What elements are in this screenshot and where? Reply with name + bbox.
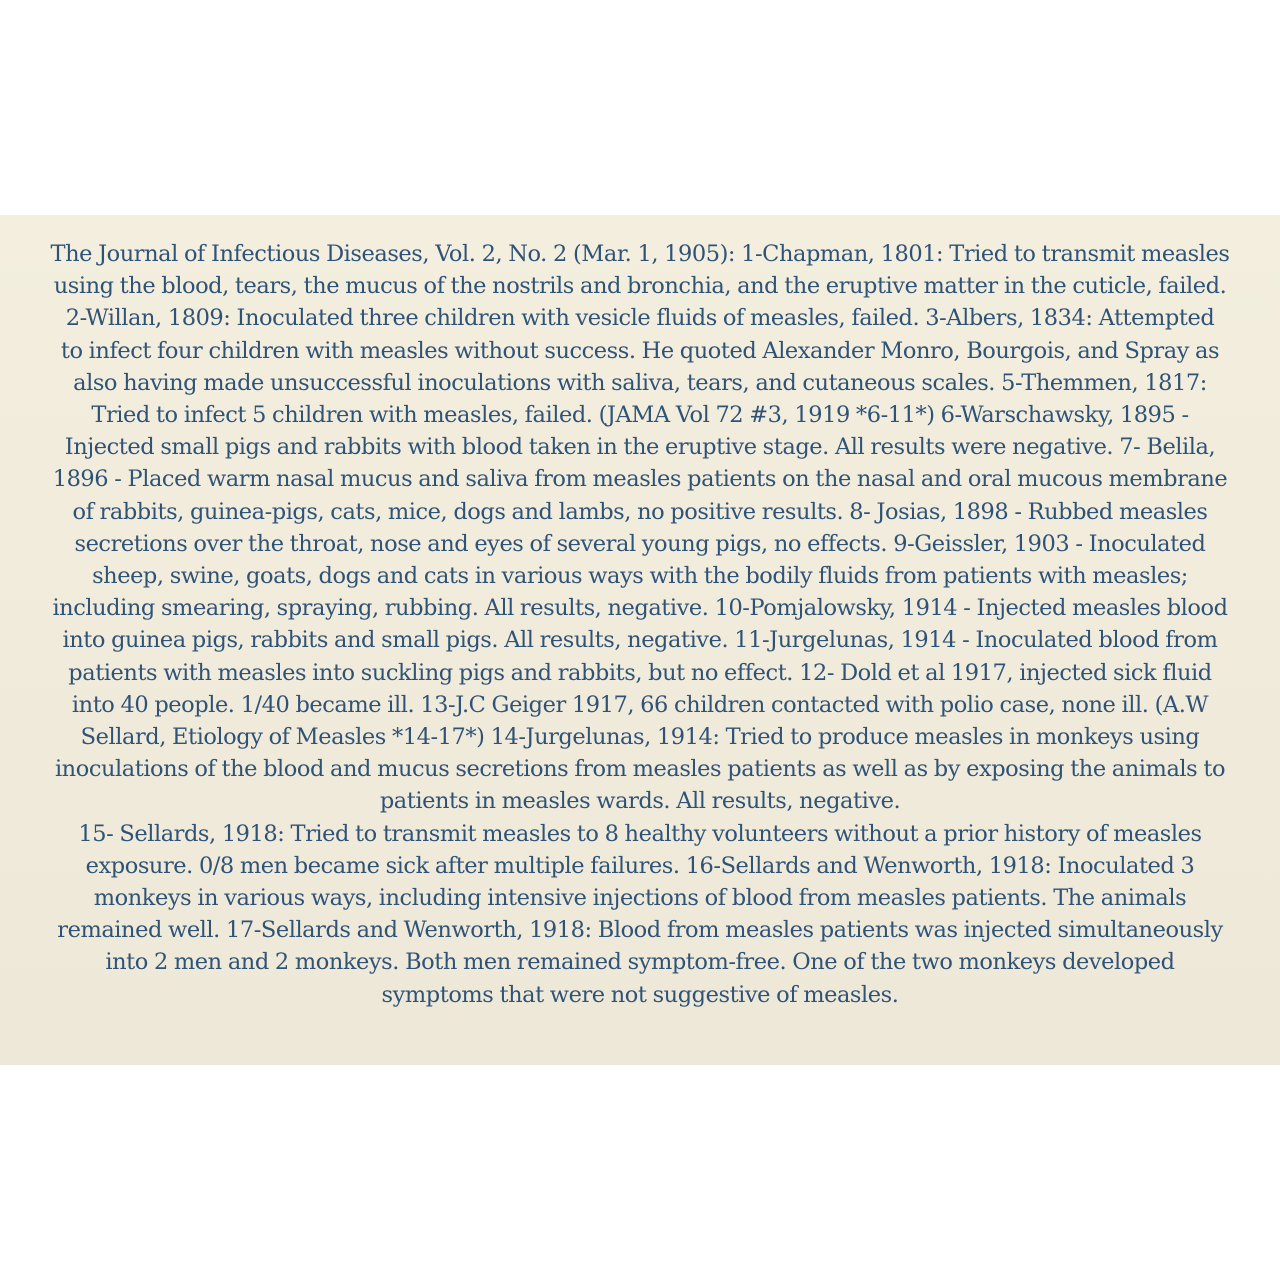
text-line: Sellard, Etiology of Measles *14-17*) 14-Jurgelunas, 1914: Tried to produce measles in monkeys using [80, 724, 1200, 751]
text-line: into 40 people. 1/40 became ill. 13-J.C Geiger 1917, 66 children contacted with polio case, none ill. (A.W [71, 691, 1209, 718]
text-line: 2-Willan, 1809: Inoculated three children with vesicle fluids of measles, failed. 3-Albers, 1834: Attempted [65, 305, 1215, 332]
text-line: Injected small pigs and rabbits with blood taken in the eruptive stage. All results were negative. 7- Belila, [64, 434, 1216, 461]
text-line: inoculations of the blood and mucus secretions from measles patients as well as by exposing the animals to [54, 756, 1226, 783]
text-line: of rabbits, guinea-pigs, cats, mice, dogs and lambs, no positive results. 8- Josias, 1898 - Rubbed measles [72, 498, 1208, 525]
text-line: 1896 - Placed warm nasal mucus and saliva from measles patients on the nasal and oral mucous membrane [52, 466, 1228, 493]
text-line: monkeys in various ways, including intensive injections of blood from measles patients. The animals [93, 885, 1187, 912]
text-line: patients in measles wards. All results, negative. [379, 788, 901, 815]
text-line: using the blood, tears, the mucus of the nostrils and bronchia, and the eruptive matter in the cuticle, failed. [53, 273, 1227, 300]
text-line: patients with measles into suckling pigs and rabbits, but no effect. 12- Dold et al 1917, injected sick fluid [68, 659, 1212, 686]
text-line: also having made unsuccessful inoculations with saliva, tears, and cutaneous scales. 5-Themmen, 1817: [73, 369, 1207, 396]
text-line: into guinea pigs, rabbits and small pigs. All results, negative. 11-Jurgelunas, 1914 - Inoculated blood from [62, 627, 1218, 654]
text-line: to infect four children with measles without success. He quoted Alexander Monro, Bourgois, and Spray as [60, 337, 1220, 364]
text-line: sheep, swine, goats, dogs and cats in various ways with the bodily fluids from patients with measles; [92, 563, 1188, 590]
text-line: into 2 men and 2 monkeys. Both men remained symptom-free. One of the two monkeys developed [105, 949, 1175, 976]
text-line: exposure. 0/8 men became sick after multiple failures. 16-Sellards and Wenworth, 1918: Inoculated 3 [85, 852, 1195, 879]
text-line: remained well. 17-Sellards and Wenworth, 1918: Blood from measles patients was injected simultaneously [57, 917, 1223, 944]
text-line: The Journal of Infectious Diseases, Vol. 2, No. 2 (Mar. 1, 1905): 1-Chapman, 1801: Tried to transmit measles [50, 241, 1230, 267]
text-line: symptoms that were not suggestive of measles. [381, 981, 899, 1008]
body-text [10, 238, 1270, 1011]
text-line: secretions over the throat, nose and eyes of several young pigs, no effects. 9-Geissler, 1903 - Inoculated [74, 530, 1206, 557]
text-line: including smearing, spraying, rubbing. All results, negative. 10-Pomjalowsky, 1914 - Injected measles blood [52, 595, 1228, 622]
text-line: 15- Sellards, 1918: Tried to transmit measles to 8 healthy volunteers without a prior history of measles [78, 820, 1202, 847]
text-card [0, 215, 1280, 1065]
text-line: Tried to infect 5 children with measles, failed. (JAMA Vol 72 #3, 1919 *6-11*) 6-Warschawsky, 1895 - [91, 402, 1189, 429]
